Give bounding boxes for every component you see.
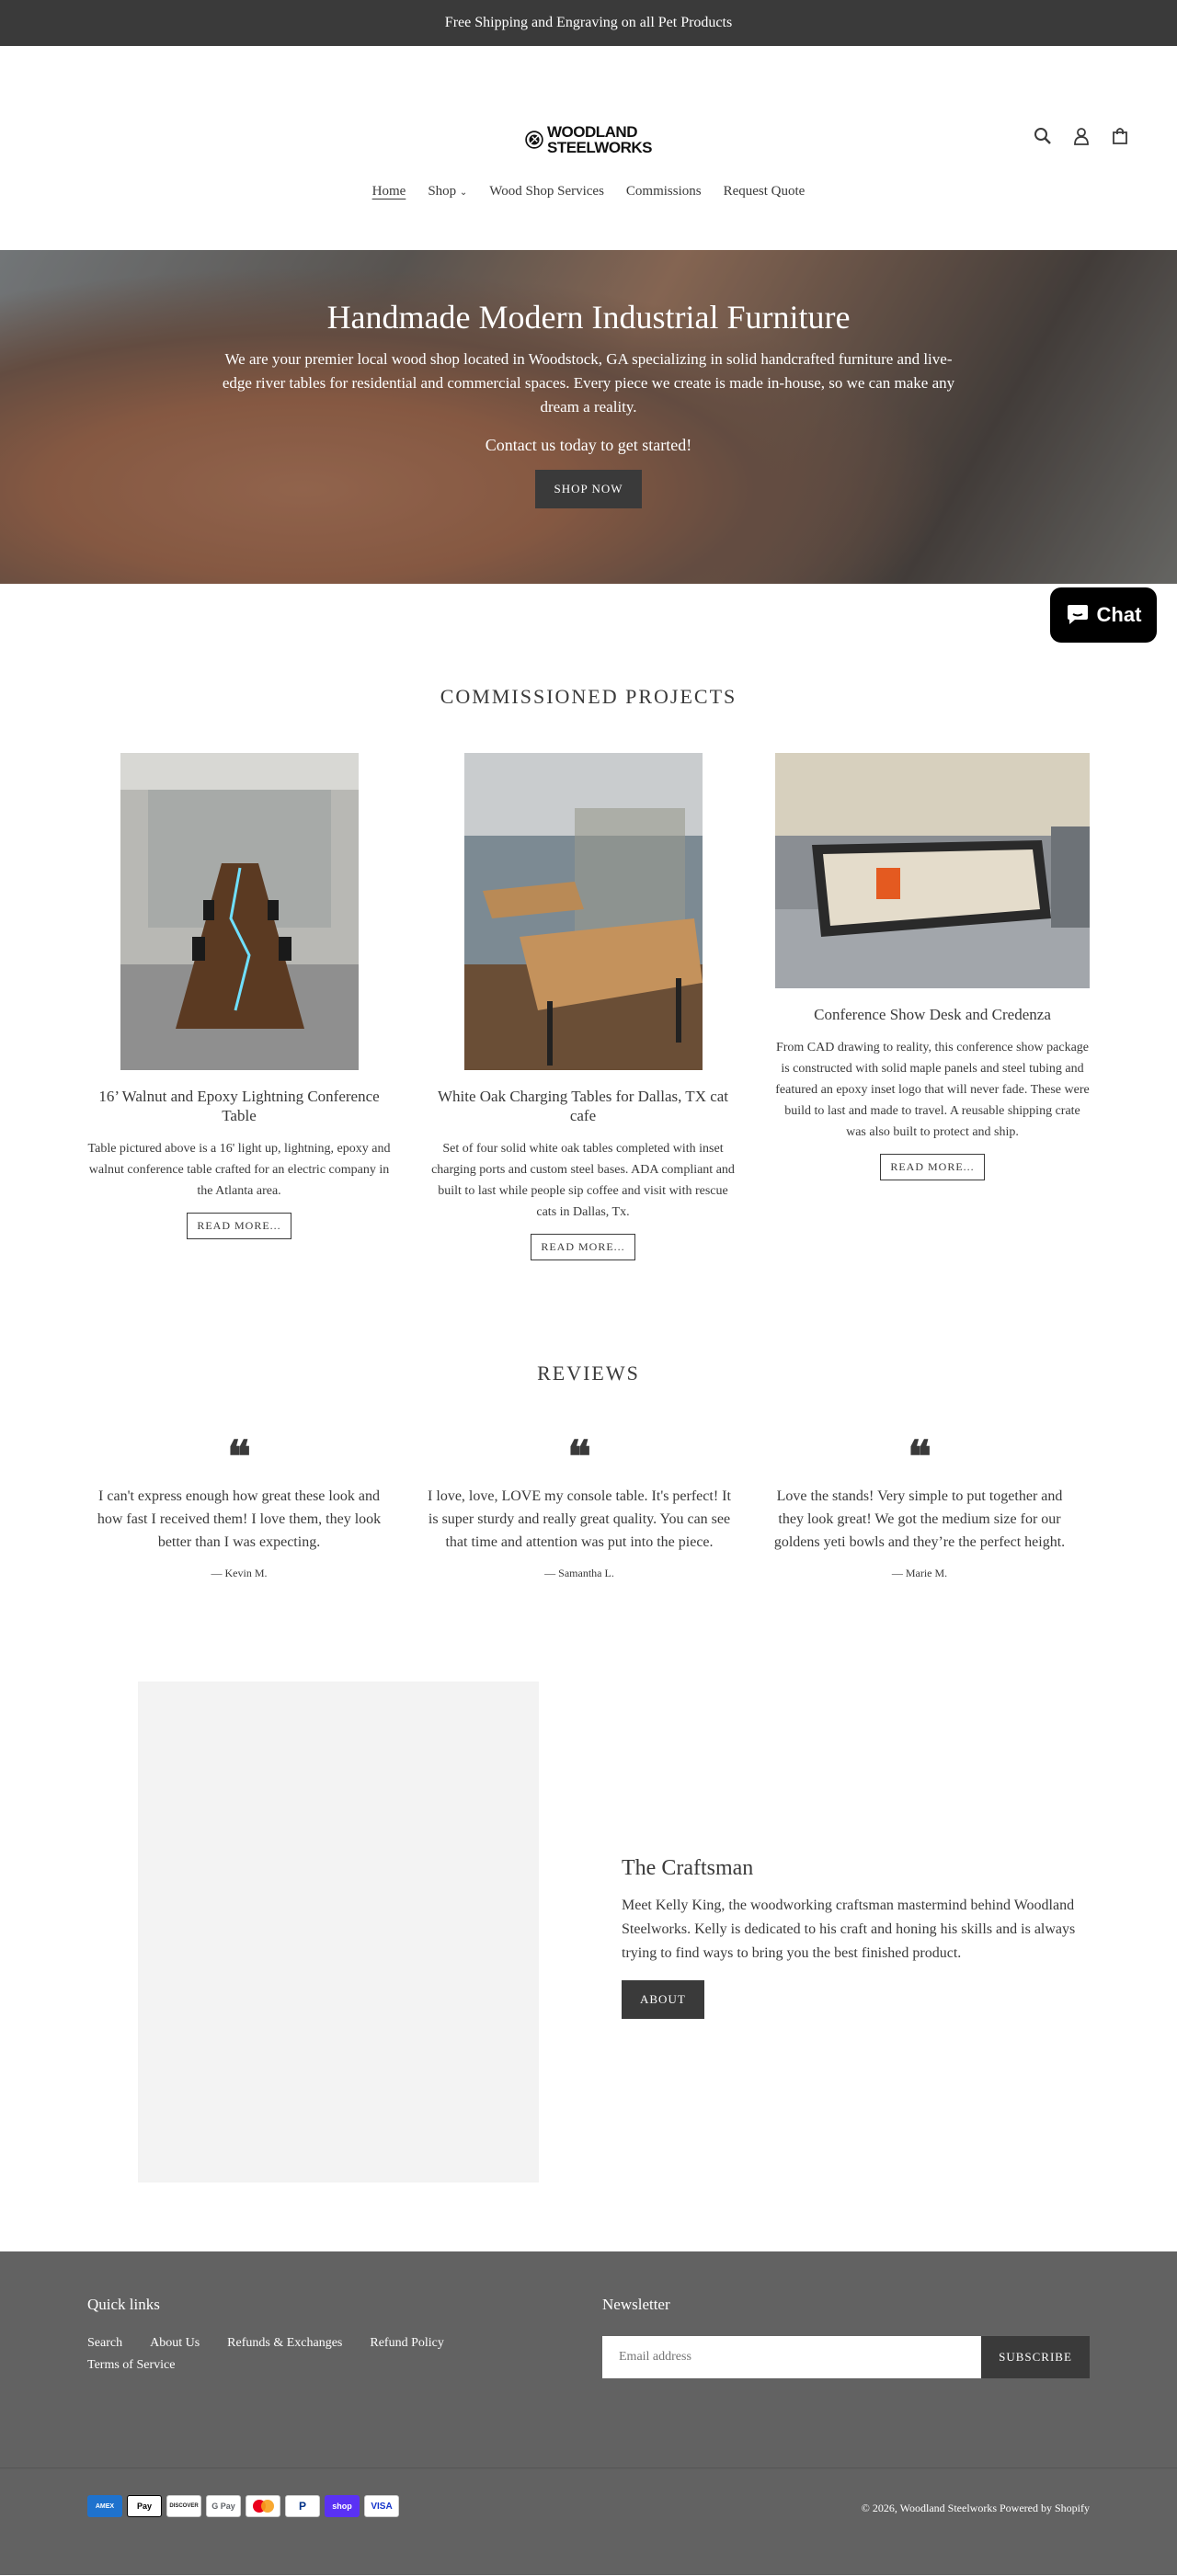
read-more-button[interactable]: READ MORE... xyxy=(531,1234,634,1260)
announcement-bar xyxy=(0,0,1177,46)
chat-label: Chat xyxy=(1096,603,1142,626)
email-field[interactable] xyxy=(602,2336,981,2378)
review-text: I love, love, LOVE my console table. It's perfect! It is super sturdy and really great quality. You can see that time and attention was put into the piece. xyxy=(428,1488,731,1550)
craftsman-content xyxy=(622,1856,1091,2183)
project-image-charging-tables[interactable] xyxy=(464,753,703,1070)
copyright: © 2026, Woodland Steelworks Powered by Shopify xyxy=(861,2502,1090,2514)
review-author: — Marie M. xyxy=(891,1567,948,1579)
shop-now-button[interactable]: SHOP NOW xyxy=(535,470,641,508)
site-header xyxy=(0,46,1177,204)
logo-mark-icon xyxy=(525,123,543,156)
chevron-down-icon: ⌄ xyxy=(459,188,468,198)
payment-icons xyxy=(87,2495,399,2517)
nav-item-shop[interactable] xyxy=(428,184,467,199)
footer-links xyxy=(87,2336,510,2373)
newsletter-form xyxy=(602,2336,1090,2378)
project-title: 16’ Walnut and Epoxy Lightning Conference Table xyxy=(98,1088,380,1124)
cart-icon[interactable] xyxy=(1111,127,1129,145)
nav-item-shop-label: Shop xyxy=(428,184,457,199)
hero-content xyxy=(0,298,1177,508)
newsletter xyxy=(602,2296,1090,2378)
footer-link-about[interactable]: About Us xyxy=(150,2336,200,2350)
amex-icon: AMEX xyxy=(87,2495,122,2517)
header-icons xyxy=(1034,127,1129,145)
mastercard-icon xyxy=(246,2495,280,2517)
project-description: Set of four solid white oak tables completed with inset charging ports and custom steel bases. ADA compliant and built to last while people sip coffee and visit with rescue cats in Dallas, Tx. xyxy=(431,1142,735,1219)
footer-link-refunds-exchanges[interactable]: Refunds & Exchanges xyxy=(227,2336,343,2350)
reviews-grid xyxy=(0,1433,1177,1580)
quote-icon: ❝ xyxy=(908,1433,931,1482)
project-image-show-desk[interactable] xyxy=(775,753,1090,988)
apple-pay-icon: Pay xyxy=(127,2495,162,2517)
hero-title: Handmade Modern Industrial Furniture xyxy=(326,299,851,336)
google-pay-icon: G Pay xyxy=(206,2495,241,2517)
announcement-text: Free Shipping and Engraving on all Pet Products xyxy=(444,15,733,30)
craftsman-text: Meet Kelly King, the woodworking craftsman mastermind behind Woodland Steelworks. Kelly is dedicated to his craft and honing his skills and is always trying to find ways to bring you the best finished product. xyxy=(622,1898,1076,1961)
projects-title: COMMISSIONED PROJECTS xyxy=(440,685,737,708)
newsletter-title: Newsletter xyxy=(602,2296,670,2313)
logo-line-1: WOODLAND xyxy=(546,123,637,141)
nav-item-request-quote[interactable]: Request Quote xyxy=(723,184,806,199)
project-card xyxy=(431,753,735,1260)
project-title: White Oak Charging Tables for Dallas, TX cat cafe xyxy=(437,1088,729,1124)
logo[interactable] xyxy=(525,120,652,160)
project-card xyxy=(775,753,1090,1260)
quick-links-title: Quick links xyxy=(87,2296,160,2313)
projects-grid xyxy=(0,753,1177,1260)
about-button[interactable]: ABOUT xyxy=(622,1980,704,2019)
quote-icon: ❝ xyxy=(567,1433,591,1482)
hero-text: We are your premier local wood shop located in Woodstock, GA specializing in solid handcrafted furniture and live-edge river tables for residential and commercial spaces. Every piece we create is made in-house, so we can make any dream a reality. xyxy=(222,350,955,416)
site-footer xyxy=(0,2251,1177,2575)
footer-link-refund-policy[interactable]: Refund Policy xyxy=(370,2336,444,2350)
review-author: — Kevin M. xyxy=(211,1567,268,1579)
logo-text xyxy=(547,124,652,155)
nav-item-commissions[interactable]: Commissions xyxy=(625,184,702,199)
craftsman-section xyxy=(0,1681,1177,2183)
logo-line-2: STEELWORKS xyxy=(546,139,652,156)
review-card xyxy=(428,1433,731,1580)
shop-pay-icon: shop xyxy=(325,2495,360,2517)
footer-link-search[interactable]: Search xyxy=(87,2336,123,2350)
project-title: Conference Show Desk and Credenza xyxy=(814,1006,1051,1023)
review-text: I can't express enough how great these look and how fast I received them! I love them, they look better than I was expecting. xyxy=(97,1488,382,1550)
reviews-title: REVIEWS xyxy=(537,1362,640,1385)
project-description: From CAD drawing to reality, this conference show package is constructed with solid maple panels and steel tubing and featured an epoxy inset logo that will never fade. These were build to last and made to travel. A reusable shipping crate was also built to protect and ship. xyxy=(775,1041,1090,1139)
review-text: Love the stands! Very simple to put together and they look great! We got the medium size for our goldens yeti bowls and they’re the perfect height. xyxy=(773,1488,1066,1550)
mastercard-right-circle xyxy=(261,2500,274,2513)
nav-item-wood-shop-services[interactable]: Wood Shop Services xyxy=(489,184,604,199)
read-more-button[interactable]: READ MORE... xyxy=(880,1154,984,1180)
hero-contact: Contact us today to get started! xyxy=(485,436,692,454)
project-description: Table pictured above is a 16' light up, lightning, epoxy and walnut conference table crafted for an electric company in the Atlanta area. xyxy=(87,1142,391,1198)
main-nav xyxy=(0,184,1177,199)
footer-link-terms[interactable]: Terms of Service xyxy=(87,2358,176,2372)
search-icon[interactable] xyxy=(1034,127,1052,145)
review-author: — Samantha L. xyxy=(544,1567,614,1579)
visa-icon: VISA xyxy=(364,2495,399,2517)
chat-button[interactable] xyxy=(1050,587,1157,643)
project-card xyxy=(87,753,391,1260)
discover-icon: DISCOVER xyxy=(166,2495,201,2517)
project-image-conference-table[interactable] xyxy=(120,753,359,1070)
review-card xyxy=(768,1433,1071,1580)
subscribe-button[interactable]: SUBSCRIBE xyxy=(981,2336,1090,2378)
craftsman-image-placeholder xyxy=(138,1681,539,2183)
craftsman-title: The Craftsman xyxy=(622,1856,754,1880)
quick-links xyxy=(87,2296,529,2373)
read-more-button[interactable]: READ MORE... xyxy=(187,1213,291,1239)
quote-icon: ❝ xyxy=(227,1433,251,1482)
paypal-icon: P xyxy=(285,2495,320,2517)
nav-item-home[interactable]: Home xyxy=(371,184,406,199)
account-icon[interactable] xyxy=(1072,127,1091,145)
chat-bubble-icon xyxy=(1066,604,1090,626)
review-card xyxy=(87,1433,391,1580)
hero-banner xyxy=(0,250,1177,584)
